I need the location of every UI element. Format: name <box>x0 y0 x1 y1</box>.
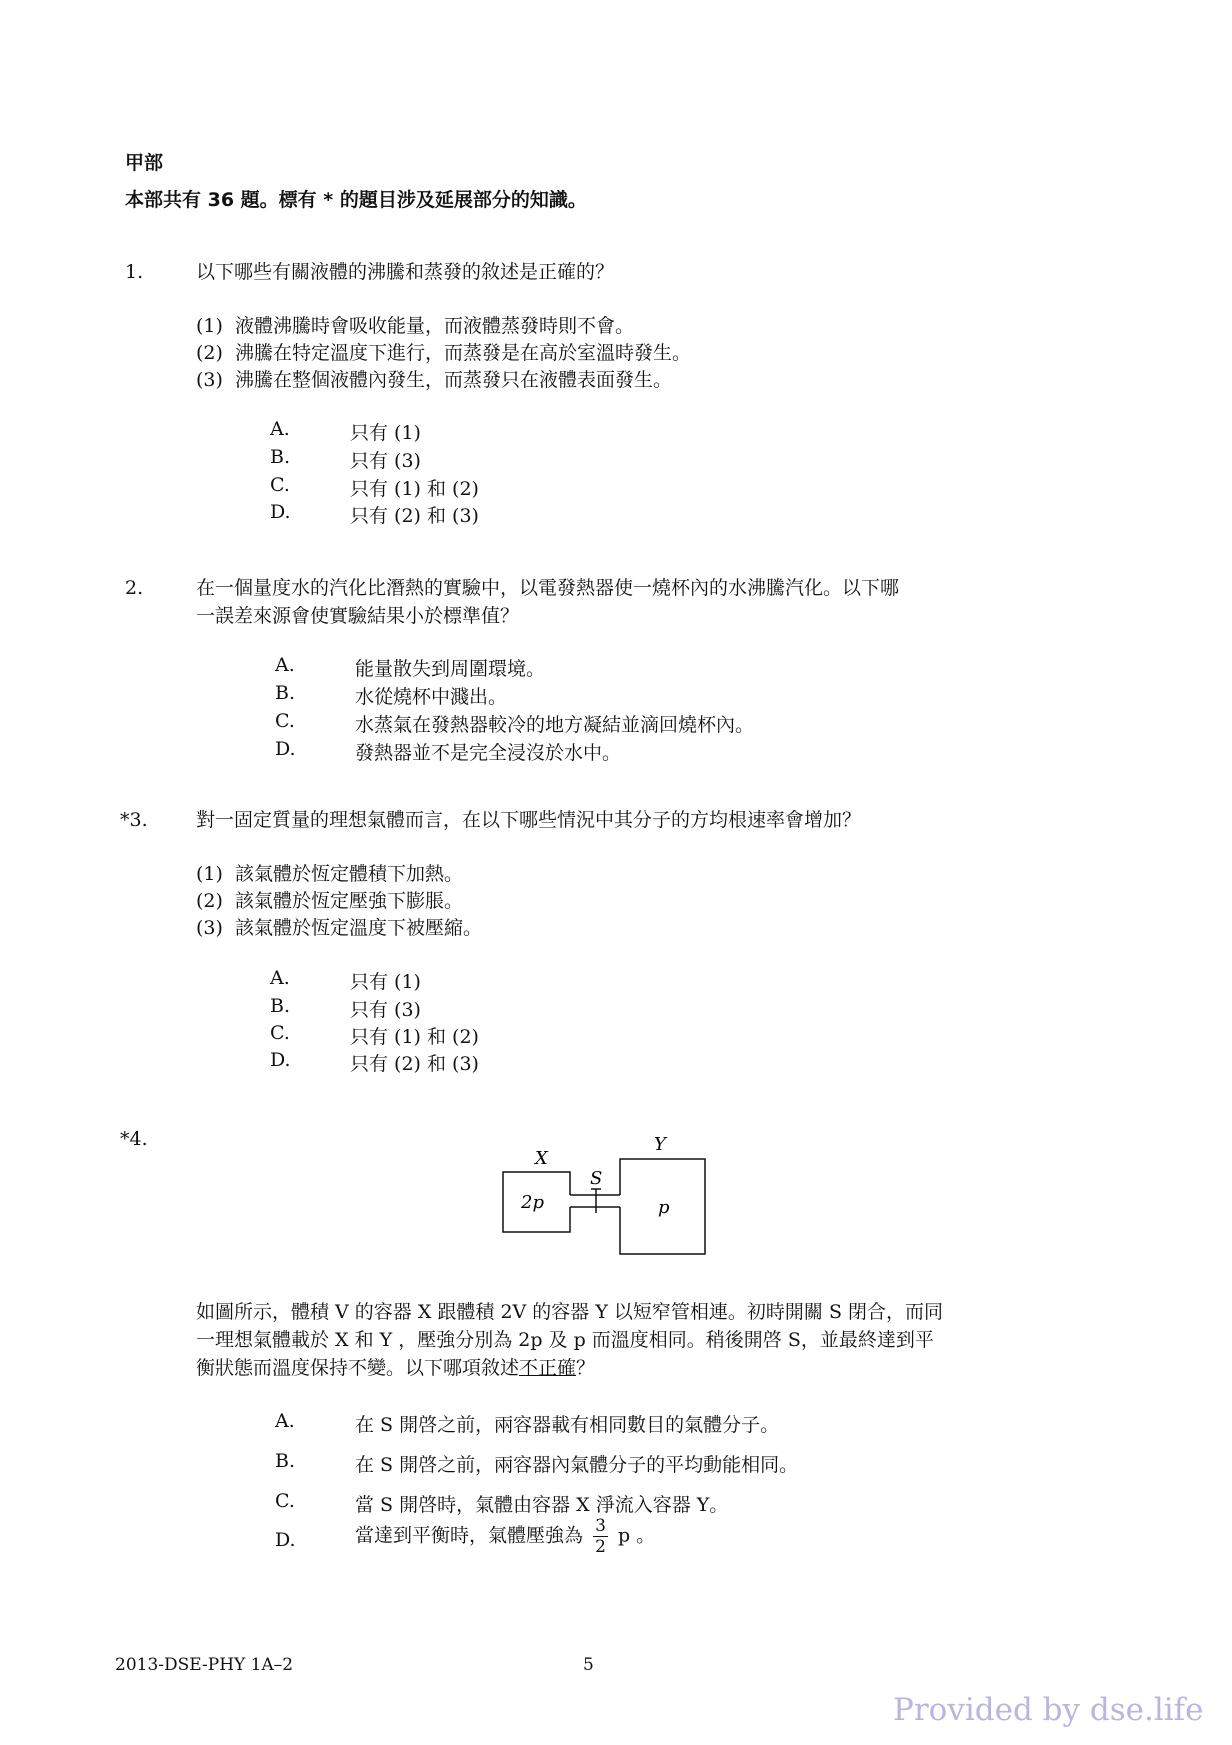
question-stem: 對一固定質量的理想氣體而言，在以下哪些情況中其分子的方均根速率會增加？ <box>196 809 862 831</box>
option-text <box>355 1516 655 1557</box>
option-text: 只有 (1) <box>350 971 421 993</box>
statement-tag: (2) <box>196 890 223 912</box>
option-text: 只有 (3) <box>350 999 421 1021</box>
option-letter: B. <box>270 995 291 1017</box>
statement-text: 該氣體於恆定體積下加熱。 <box>235 863 464 885</box>
option-text: 在 S 開啓之前，兩容器載有相同數目的氣體分子。 <box>355 1414 780 1436</box>
option-text: 在 S 開啓之前，兩容器內氣體分子的平均動能相同。 <box>355 1454 799 1476</box>
option-text-tail: p 。 <box>617 1524 656 1547</box>
option-letter: D. <box>275 1529 296 1551</box>
question-stem-line-2: 一理想氣體載於 X 和 Y ，壓強分別為 2p 及 p 而溫度相同。稍後開啓 S，並最終達到平 <box>196 1329 934 1351</box>
question-stem: 以下哪些有關液體的沸騰和蒸發的敘述是正確的？ <box>196 261 615 283</box>
question-stem-line-2: 一誤差來源會使實驗結果小於標準值？ <box>196 605 520 627</box>
statement-1 <box>196 860 463 888</box>
statement-3 <box>196 366 672 394</box>
option-text: 只有 (3) <box>350 450 421 472</box>
fraction-numerator: 3 <box>595 1516 606 1536</box>
question-number: 2. <box>125 577 144 599</box>
statement-text: 該氣體於恆定壓強下膨脹。 <box>235 890 464 912</box>
question-stem-line-1: 如圖所示，體積 V 的容器 X 跟體積 2V 的容器 Y 以短窄管相連。初時開關 S 閉合，而同 <box>196 1301 944 1323</box>
option-letter: B. <box>270 446 291 468</box>
statement-text: 液體沸騰時會吸收能量，而液體蒸發時則不會。 <box>235 315 635 337</box>
option-letter: A. <box>270 967 290 989</box>
question-number: *3. <box>120 809 148 831</box>
section-title: 甲部 <box>125 152 164 174</box>
option-letter: A. <box>275 654 295 676</box>
fraction-denominator: 2 <box>595 1537 606 1557</box>
option-letter: C. <box>275 710 295 732</box>
stem-emphasis: 不正確 <box>519 1357 577 1379</box>
statement-text: 沸騰在特定溫度下進行，而蒸發是在高於室溫時發生。 <box>235 342 692 364</box>
statement-tag: (1) <box>196 863 223 885</box>
stem-text: ？ <box>576 1357 596 1379</box>
fraction <box>593 1516 608 1557</box>
option-text: 只有 (1) 和 (2) <box>350 1026 479 1048</box>
question-stem-line-3 <box>196 1354 595 1382</box>
statement-text: 該氣體於恆定溫度下被壓縮。 <box>235 917 483 939</box>
option-letter: B. <box>275 682 296 704</box>
statement-1 <box>196 312 634 340</box>
watermark-text: Provided by dse.life <box>893 1692 1204 1728</box>
option-letter: D. <box>270 501 291 523</box>
question-stem-line-1: 在一個量度水的汽化比潛熱的實驗中，以電發熱器使一燒杯內的水沸騰汽化。以下哪 <box>196 577 900 599</box>
page-number: 5 <box>583 1655 594 1675</box>
option-text: 發熱器並不是完全浸沒於水中。 <box>355 742 622 764</box>
statement-2 <box>196 887 463 915</box>
label-x: X <box>535 1148 548 1169</box>
label-s: S <box>590 1168 603 1189</box>
option-text-main: 當達到平衡時，氣體壓強為 <box>355 1524 584 1547</box>
option-text: 水從燒杯中濺出。 <box>355 686 508 708</box>
option-text: 能量散失到周圍環境。 <box>355 658 546 680</box>
container-diagram <box>490 1130 760 1260</box>
statement-tag: (3) <box>196 917 223 939</box>
stem-text: 衡狀態而溫度保持不變。以下哪項敘述 <box>196 1357 520 1379</box>
statement-text: 沸騰在整個液體內發生，而蒸發只在液體表面發生。 <box>235 369 673 391</box>
label-y: Y <box>654 1134 666 1155</box>
section-intro: 本部共有 36 題。標有 * 的題目涉及延展部分的知識。 <box>125 189 587 211</box>
question-number: 1. <box>125 261 144 283</box>
option-letter: A. <box>270 418 290 440</box>
option-text: 水蒸氣在發熱器較冷的地方凝結並滴回燒杯內。 <box>355 714 755 736</box>
option-text: 當 S 開啓時，氣體由容器 X 淨流入容器 Y。 <box>355 1494 729 1516</box>
option-letter: C. <box>275 1490 295 1512</box>
statement-2 <box>196 339 691 367</box>
option-letter: C. <box>270 474 290 496</box>
statement-tag: (1) <box>196 315 223 337</box>
question-number: *4. <box>120 1128 148 1150</box>
statement-tag: (3) <box>196 369 223 391</box>
option-letter: C. <box>270 1022 290 1044</box>
paper-code: 2013-DSE-PHY 1A–2 <box>115 1655 294 1675</box>
pressure-y: p <box>658 1197 670 1218</box>
option-letter: D. <box>270 1049 291 1071</box>
statement-tag: (2) <box>196 342 223 364</box>
option-text: 只有 (1) <box>350 422 421 444</box>
option-letter: D. <box>275 738 296 760</box>
option-letter: A. <box>275 1410 295 1432</box>
statement-3 <box>196 914 482 942</box>
option-letter: B. <box>275 1450 296 1472</box>
pressure-x: 2p <box>521 1192 544 1213</box>
option-text: 只有 (1) 和 (2) <box>350 478 479 500</box>
option-text: 只有 (2) 和 (3) <box>350 505 479 527</box>
option-text: 只有 (2) 和 (3) <box>350 1053 479 1075</box>
